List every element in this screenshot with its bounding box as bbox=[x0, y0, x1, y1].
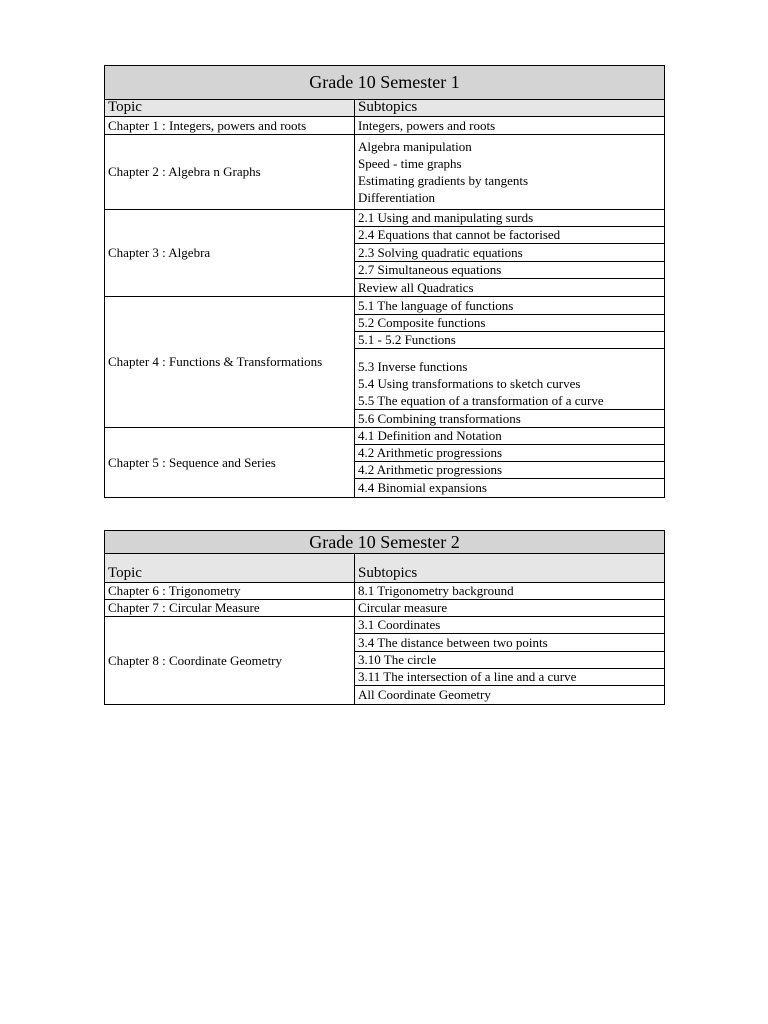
subtopic: 3.10 The circle bbox=[355, 652, 664, 669]
chapter-topic: Chapter 3 : Algebra bbox=[105, 210, 355, 296]
subtopic: 3.11 The intersection of a line and a curve bbox=[355, 669, 664, 686]
chapter-row bbox=[105, 117, 664, 135]
chapter-row bbox=[105, 600, 664, 617]
chapter-row bbox=[105, 428, 664, 497]
subtopic: 2.3 Solving quadratic equations bbox=[355, 244, 664, 262]
chapter-row bbox=[105, 583, 664, 600]
subtopics-header: Subtopics bbox=[358, 565, 418, 581]
subtopic: Integers, powers and roots bbox=[358, 118, 496, 133]
chapter-row bbox=[105, 210, 664, 297]
semester1-title: Grade 10 Semester 1 bbox=[105, 66, 664, 100]
semester2-header-row bbox=[105, 554, 664, 583]
subtopic: 4.2 Arithmetic progressions bbox=[355, 462, 664, 479]
subtopic: 2.7 Simultaneous equations bbox=[355, 262, 664, 279]
subtopic: 3.1 Coordinates bbox=[355, 617, 664, 634]
chapter-topic: Chapter 7 : Circular Measure bbox=[105, 600, 355, 616]
subtopic: Speed - time graphs bbox=[358, 156, 462, 171]
subtopic: 4.2 Arithmetic progressions bbox=[355, 445, 664, 462]
subtopic: 3.4 The distance between two points bbox=[355, 634, 664, 652]
subtopic: All Coordinate Geometry bbox=[358, 687, 491, 702]
chapter-row bbox=[105, 297, 664, 428]
subtopic: 5.5 The equation of a transformation of a curve bbox=[355, 392, 664, 410]
chapter-topic: Chapter 2 : Algebra n Graphs bbox=[105, 135, 355, 209]
subtopic: Circular measure bbox=[358, 600, 448, 615]
subtopic: Algebra manipulation bbox=[358, 139, 472, 154]
subtopic: 8.1 Trigonometry background bbox=[358, 583, 514, 598]
chapter-topic: Chapter 1 : Integers, powers and roots bbox=[105, 117, 355, 134]
semester2-table bbox=[104, 530, 665, 705]
subtopic: Differentiation bbox=[358, 190, 436, 205]
chapter-topic: Chapter 8 : Coordinate Geometry bbox=[105, 617, 355, 704]
chapter-row bbox=[105, 617, 664, 704]
chapter-topic: Chapter 6 : Trigonometry bbox=[105, 583, 355, 599]
semester1-table bbox=[104, 65, 665, 498]
subtopic: Estimating gradients by tangents bbox=[358, 173, 529, 188]
subtopic: 2.4 Equations that cannot be factorised bbox=[355, 227, 664, 244]
semester2-title: Grade 10 Semester 2 bbox=[105, 531, 664, 554]
subtopic: 5.6 Combining transformations bbox=[358, 411, 521, 426]
subtopic: 5.1 - 5.2 Functions bbox=[355, 332, 664, 349]
subtopic: 4.4 Binomial expansions bbox=[358, 480, 487, 495]
subtopic: 4.1 Definition and Notation bbox=[355, 428, 664, 445]
subtopic: 5.4 Using transformations to sketch curves bbox=[358, 376, 581, 391]
semester1-header-row bbox=[105, 100, 664, 117]
subtopic: 5.1 The language of functions bbox=[355, 297, 664, 315]
topic-header: Topic bbox=[105, 100, 355, 116]
chapter-topic: Chapter 4 : Functions & Transformations bbox=[105, 297, 355, 427]
subtopic: Review all Quadratics bbox=[358, 280, 474, 295]
subtopic-group bbox=[355, 135, 664, 209]
chapter-row bbox=[105, 135, 664, 210]
subtopic: 5.2 Composite functions bbox=[355, 315, 664, 332]
chapter-topic: Chapter 5 : Sequence and Series bbox=[105, 428, 355, 497]
subtopics-header: Subtopics bbox=[358, 100, 418, 115]
topic-header: Topic bbox=[105, 554, 355, 582]
subtopic: 5.3 Inverse functions bbox=[358, 359, 468, 374]
subtopic: 2.1 Using and manipulating surds bbox=[355, 210, 664, 227]
